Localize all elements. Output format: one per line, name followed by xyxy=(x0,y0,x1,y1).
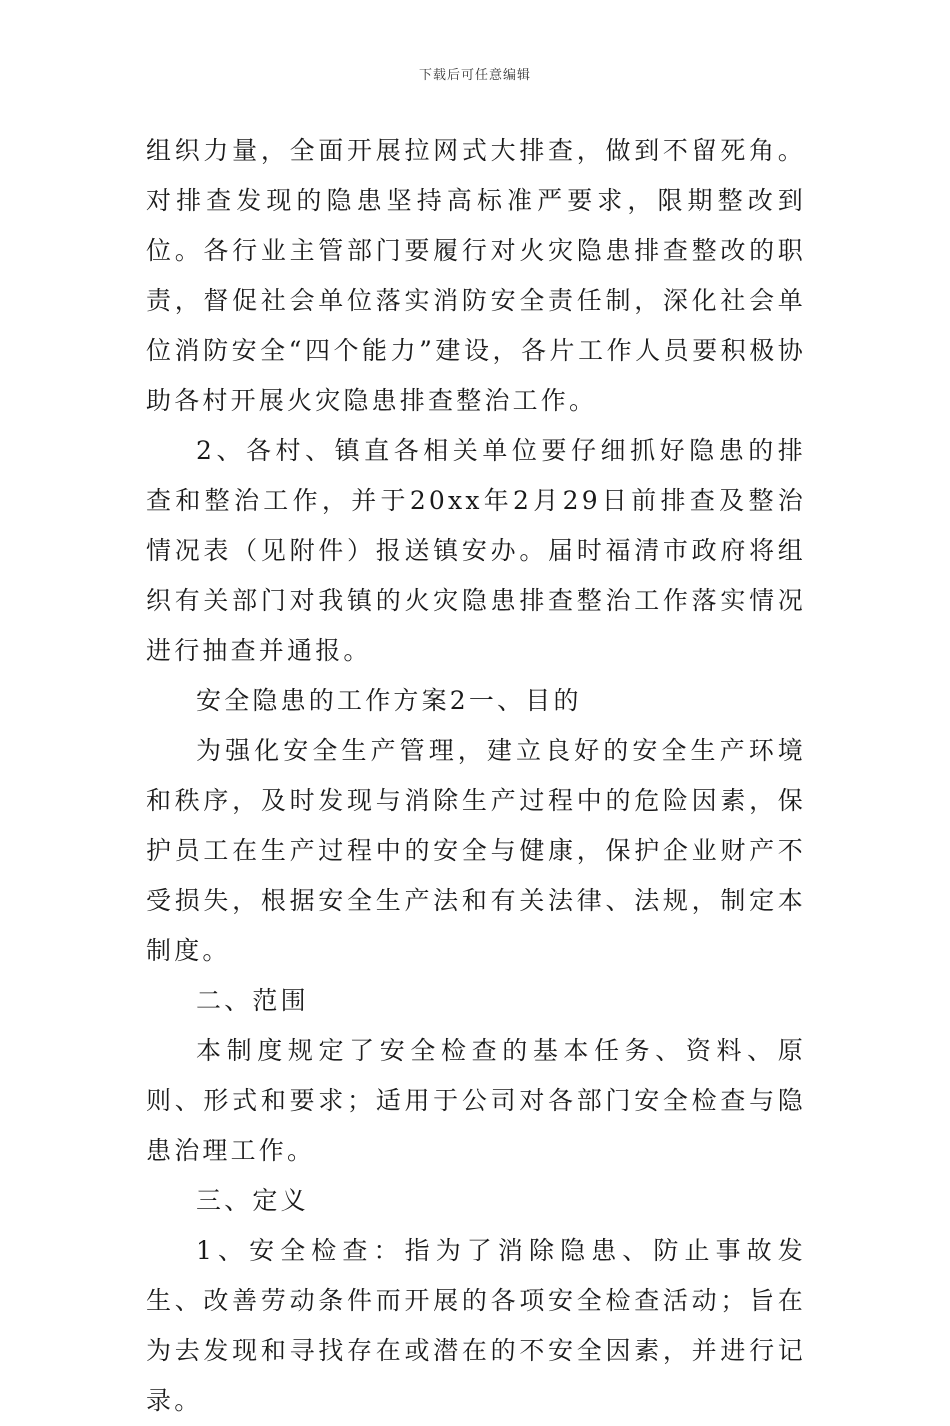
section-heading-purpose: 安全隐患的工作方案2一、目的 xyxy=(196,686,582,715)
paragraph-purpose: 为强化安全生产管理，建立良好的安全生产环境和秩序，及时发现与消除生产过程中的危险因素，保护员工在生产过程中的安全与健康，保护企业财产不受损失，根据安全生产法和有关法律、法规，制定本制度。 xyxy=(146,736,806,965)
section-heading-definition: 三、定义 xyxy=(196,1186,309,1215)
paragraph-definition-1: 1、安全检查：指为了消除隐患、防止事故发生、改善劳动条件而开展的各项安全检查活动；旨在为去发现和寻找存在或潜在的不安全因素，并进行记录。 xyxy=(146,1236,806,1415)
section-heading-scope: 二、范围 xyxy=(196,986,309,1015)
document-body xyxy=(146,126,806,1426)
paragraph-fire-hazard-inspection: 组织力量，全面开展拉网式大排查，做到不留死角。对排查发现的隐患坚持高标准严要求，限期整改到位。各行业主管部门要履行对火灾隐患排查整改的职责，督促社会单位落实消防安全责任制，深化社会单位消防安全“四个能力”建设，各片工作人员要积极协助各村开展火灾隐患排查整治工作。 xyxy=(146,136,806,415)
paragraph-item-2: 2、各村、镇直各相关单位要仔细抓好隐患的排查和整治工作，并于20xx年2月29日前排查及整治情况表（见附件）报送镇安办。届时福清市政府将组织有关部门对我镇的火灾隐患排查整治工作落实情况进行抽查并通报。 xyxy=(146,436,806,665)
paragraph-scope: 本制度规定了安全检查的基本任务、资料、原则、形式和要求；适用于公司对各部门安全检查与隐患治理工作。 xyxy=(146,1036,806,1165)
page-header: 下载后可任意编辑 xyxy=(418,68,531,83)
